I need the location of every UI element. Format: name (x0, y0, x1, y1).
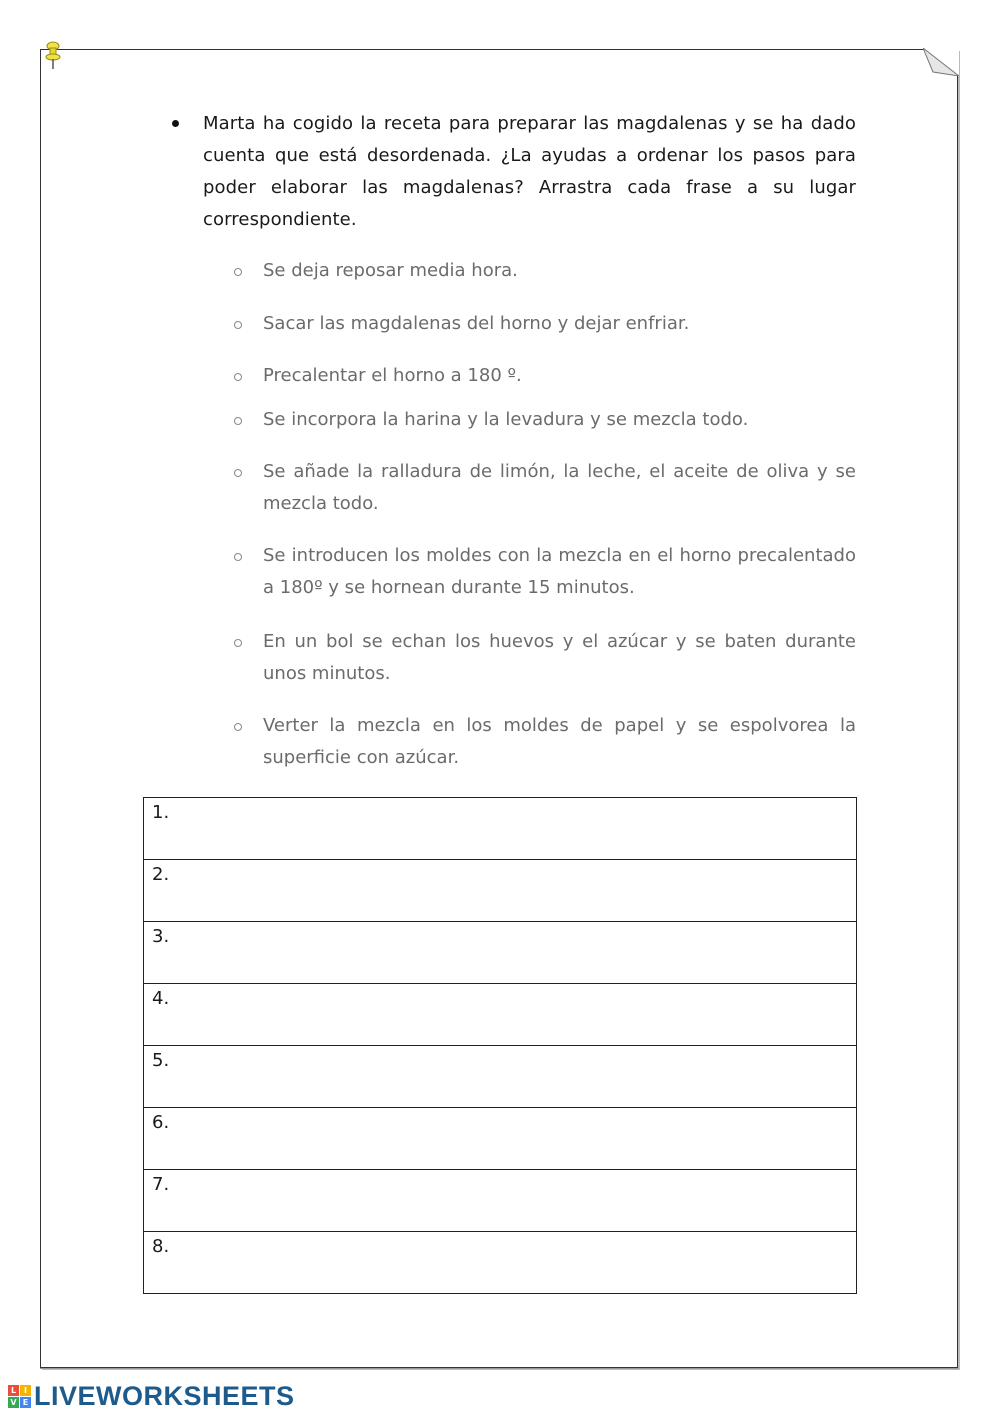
table-row (144, 860, 857, 922)
pushpin-icon (44, 40, 62, 70)
answer-slot[interactable]: 5. (144, 1046, 857, 1108)
answer-slot[interactable]: 2. (144, 860, 857, 922)
circle-bullet-icon (234, 723, 242, 731)
table-row (144, 1046, 857, 1108)
bullet-icon (172, 120, 179, 127)
option-item[interactable]: Se incorpora la harina y la levadura y se mezcla todo. (263, 409, 749, 430)
answer-slot[interactable]: 3. (144, 922, 857, 984)
table-row (144, 1170, 857, 1232)
circle-bullet-icon (234, 469, 242, 477)
option-item[interactable]: Sacar las magdalenas del horno y dejar enfriar. (263, 313, 690, 334)
table-row (144, 922, 857, 984)
answer-slot[interactable]: 7. (144, 1170, 857, 1232)
circle-bullet-icon (234, 553, 242, 561)
circle-bullet-icon (234, 321, 242, 329)
instructions-text: Marta ha cogido la receta para preparar las magdalenas y se ha dado cuenta que está desordenada. ¿La ayudas a ordenar los pasos para poder elaborar las magdalenas? Arrastra cada frase a su lugar correspondiente. (203, 113, 856, 230)
circle-bullet-icon (234, 639, 242, 647)
option-item[interactable]: Precalentar el horno a 180 º. (263, 365, 522, 386)
answer-slot[interactable]: 8. (144, 1232, 857, 1294)
table-row (144, 798, 857, 860)
answer-slot[interactable]: 4. (144, 984, 857, 1046)
answer-table (143, 797, 857, 1294)
answer-slot[interactable]: 6. (144, 1108, 857, 1170)
option-item[interactable]: En un bol se echan los huevos y el azúcar y se baten durante unos minutos. (263, 631, 856, 684)
brand-logo-icon: L I V E (8, 1385, 31, 1408)
table-row (144, 1232, 857, 1294)
page-curl-icon (923, 48, 959, 76)
table-row (144, 1108, 857, 1170)
option-item[interactable]: Se añade la ralladura de limón, la leche, el aceite de oliva y se mezcla todo. (263, 461, 856, 514)
circle-bullet-icon (234, 268, 242, 276)
option-item[interactable]: Verter la mezcla en los moldes de papel y se espolvorea la superficie con azúcar. (263, 715, 856, 768)
table-row (144, 984, 857, 1046)
circle-bullet-icon (234, 417, 242, 425)
circle-bullet-icon (234, 373, 242, 381)
option-item[interactable]: Se introducen los moldes con la mezcla en el horno precalentado a 180º y se hornean durante 15 minutos. (263, 545, 856, 598)
liveworksheets-brand (8, 1382, 295, 1410)
page-shadow-line (40, 1368, 958, 1369)
brand-name: LIVEWORKSHEETS (34, 1380, 295, 1411)
answer-slot[interactable]: 1. (144, 798, 857, 860)
option-item[interactable]: Se deja reposar media hora. (263, 260, 518, 281)
